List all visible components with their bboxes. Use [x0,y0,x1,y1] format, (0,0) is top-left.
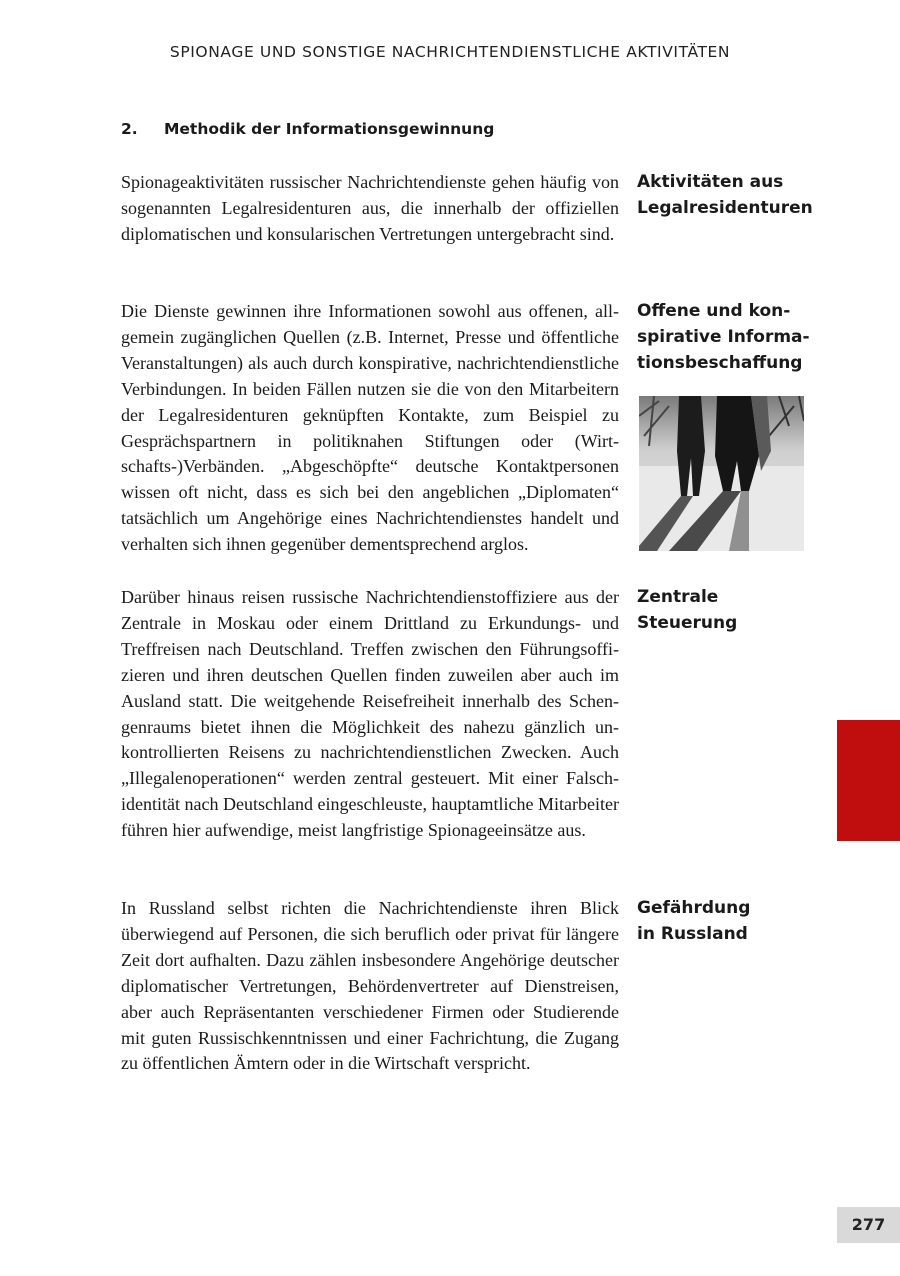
margin-note-gefaehrdung [637,896,812,948]
photo-two-people-snow-icon [639,396,804,551]
chapter-tab-marker [837,720,900,841]
margin-note-legalresidenturen [637,170,812,222]
page-number: 277 [837,1207,900,1243]
margin-note-line: in Russland [637,923,748,944]
margin-note-line: Aktivitäten aus [637,172,784,192]
margin-note-line: tionsbeschaffung [637,352,803,373]
margin-note-informationsbeschaffung [637,299,812,377]
margin-note-line: Legalresidenturen [637,197,813,218]
margin-note-line: Offene und kon- [637,301,791,321]
running-head: SPIONAGE UND SONSTIGE NACHRICHTENDIENSTLICHE AKTIVITÄTEN [169,43,731,61]
margin-note-line: Zentrale [637,587,719,607]
section-number: 2. [121,120,138,138]
paragraph-legalresidenturen: Spionageaktivitäten russischer Nachrichtendienste gehen häufig von sogenannten Legalresidenturen aus, die innerhalb der offiziellen diplomatischen und konsularischen Vertretungen untergebracht sind. [121,172,619,244]
margin-note-zentrale-steuerung [637,585,812,637]
margin-note-line: Gefährdung [637,898,751,918]
section-title: Methodik der Informationsgewinnung [164,120,495,138]
paragraph-zentrale-steuerung: Darüber hinaus reisen russische Nachrichtendienstoffiziere aus der Zentrale in Moskau oder einem Drittland zu Erkundungs- und Treffreisen nach Deutschland. Treffen zwischen den Führungsoffizieren und ihren deutschen Quellen finden zuweilen aber auch im Ausland statt. Die weitgehende Reisefreiheit innerhalb des Schengenraums bietet ihnen die Möglichkeit des nahezu gänzlich unkontrollierten Reisens zu nachrichtendienstlichen Zwecken. Auch „Illegalenoperationen“ werden zentral gesteuert. Mit einer Falschidentität nach Deutschland eingeschleuste, hauptamtliche Mitarbeiter führen hier aufwendige, meist langfristige Spionageeinsätze aus. [121,587,619,841]
section-heading [121,120,494,138]
margin-note-line: Steuerung [637,612,738,633]
paragraph-informationsbeschaffung: Die Dienste gewinnen ihre Informationen sowohl aus offenen, allgemein zugänglichen Quellen (z.B. Internet, Presse und öffentliche Veranstaltungen) als auch durch konspirative, nachrichtendienstliche Verbindungen. In beiden Fällen nutzen sie die von den Mitarbeitern der Legalresidenturen geknüpften Kontakte, zum Beispiel zu Gesprächspartnern in politiknahen Stiftungen oder (Wirtschafts-)Verbänden. „Abgeschöpfte“ deutsche Kontaktpersonen wissen oft nicht, dass es sich bei den angeblichen „Diplomaten“ tatsächlich um Angehörige eines Nachrichtendienstes handelt und verhalten sich ihnen gegenüber dementsprechend arglos. [121,301,619,555]
paragraph-gefaehrdung-russland: In Russland selbst richten die Nachrichtendienste ihren Blick überwiegend auf Personen, die sich beruflich oder privat für längere Zeit dort aufhalten. Dazu zählen insbesondere Angehörige deutscher diplomatischer Vertretungen, Behördenvertreter auf Dienstreisen, aber auch Repräsentanten verschiedener Firmen oder Studierende mit guten Russischkenntnissen und einer Fachrichtung, die Zugang zu öffentlichen Ämtern oder in die Wirtschaft verspricht. [121,898,619,1074]
margin-note-line: spirative Informa- [637,326,810,347]
